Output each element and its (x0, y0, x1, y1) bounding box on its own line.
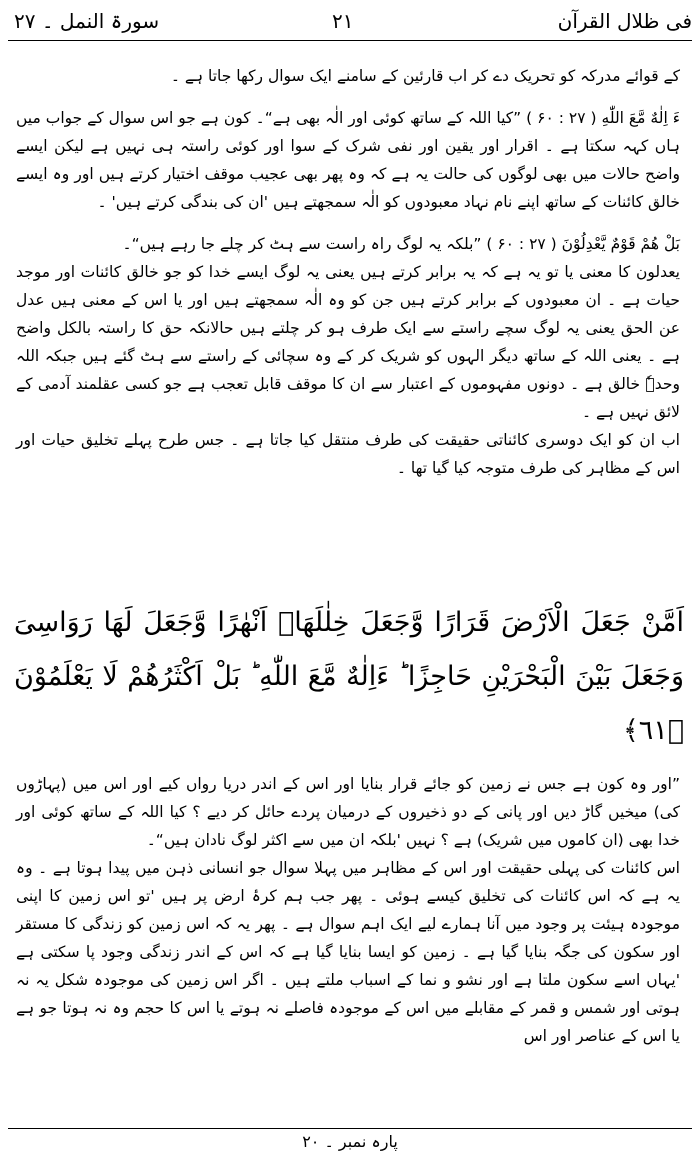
footer-divider (8, 1128, 692, 1129)
paragraph-yadilun-meaning: یعدلون کا معنی یا تو یہ ہے کہ یہ برابر کرتے ہیں یعنی یہ لوگ ایسے خدا کو جو خالق کائنات اور موجد حیات ہے ۔ ان معبودوں کے برابر کرتے ہیں جن کو وہ الٰہ سمجھتے ہیں اور یا اس کے معنی ہیں عدل عن الحق یعنی یہ لوگ سچے راستے سے ایک طرف ہو کر چلتے ہیں حالانکہ حق کا راستہ بالکل واضح ہے ۔ یعنی اللہ کے ساتھ دیگر الہوں کو شریک کر کے وہ سچائی کے راستے سے ہٹ گئے ہیں جبکہ اللہ وحدہٗ خالق ہے ۔ دونوں مفہوموں کے اعتبار سے ان کا موقف قابل تعجب ہے جو کسی عقلمند آدمی کے لائق نہیں ہے ۔ (16, 263, 680, 421)
commentary-section-1 (16, 62, 680, 482)
header-book-title: فی ظلال القرآن (557, 9, 692, 33)
paragraph-gap (16, 216, 680, 230)
paragraph-gap (16, 90, 680, 104)
footer-para-number: پارہ نمبر ۔ ۲۰ (302, 1132, 398, 1151)
paragraph-verse-translation: ”اور وہ کون ہے جس نے زمین کو جائے قرار بنایا اور اس کے اندر دریا رواں کیے اور اس میں (پہاڑوں کی) میخیں گاڑ دیں اور پانی کے دو ذخیروں کے درمیان پردے حائل کر دیے ؟ کیا اللہ کے ساتھ کوئی اور خدا بھی (ان کاموں میں شریک) ہے ؟ نہیں 'بلکہ ان میں سے اکثر لوگ نادان ہیں“۔ (16, 775, 680, 849)
header-divider (8, 40, 692, 41)
header-page-number: ۲۱ (332, 9, 354, 33)
paragraph-deviation-verse: بَلْ هُمْ قَوْمٌ يَّعْدِلُوْنَ ( ۲۷ : ۶۰ ) ”بلکہ یہ لوگ راہ راست سے ہٹ کر چلے جا رہے ہیں“۔ (122, 235, 680, 253)
paragraph-earth-creation: اس کائنات کی پہلی حقیقت اور اس کے مظاہر میں پہلا سوال جو انسانی ذہن میں پیدا ہوتا ہے ۔ وہ یہ ہے کہ اس کائنات کی تخلیق کیسے ہوئی ۔ پھر جب ہم کرۂ ارض پر ہیں 'تو اس زمین کا اپنی موجودہ ہیئت پر وجود میں آنا ہمارے لیے ایک اہم سوال ہے ۔ پھر یہ کہ اس زمین کو زندگی کا مستقر اور سکون کی جگہ بنایا گیا ہے ۔ زمین کو ایسا بنایا گیا ہے کہ اس کے اندر زندگی وجود پا سکتی ہے 'یہاں اسے سکون ملتا ہے اور نشو و نما کے اسباب ملتے ہیں ۔ اگر اس زمین کی موجودہ شکل یہ نہ ہوتی اور شمس و قمر کے مقابلے میں اس کے موجودہ فاصلے نہ ہوتے یا اس کا حجم وہ نہ ہوتا جو ہے یا اس کے عناصر اور اس (16, 859, 680, 1045)
quran-verse-block (14, 596, 684, 758)
paragraph-transition: اب ان کو ایک دوسری کائناتی حقیقت کی طرف منتقل کیا جاتا ہے ۔ جس طرح پہلے تخلیق حیات اور اس کے مظاہر کی طرف متوجہ کیا گیا تھا ۔ (16, 431, 680, 477)
quran-verse-text: اَمَّنْ جَعَلَ الْاَرْضَ قَرَارًا وَّجَعَلَ خِلٰلَهَاۤ اَنْهٰرًا وَّجَعَلَ لَهَا رَوَاسِیَ وَجَعَلَ بَیْنَ الْبَحْرَیْنِ حَاجِزًا ؕ ءَاِلٰهٌ مَّعَ اللّٰهِ ؕ بَلْ اَكْثَرُهُمْ لَا یَعْلَمُوْنَ ﴿٦١﴾ (14, 607, 684, 746)
paragraph-question-verse: ءَ اِلٰهٌ مَّعَ اللّٰهِ ( ۲۷ : ۶۰ ) ”کیا اللہ کے ساتھ کوئی اور الٰہ بھی ہے“۔ کون ہے جو اس سوال کے جواب میں ہاں کہہ سکتا ہے ۔ اقرار اور یقین اور نفی شرک کے سوا اور کوئی راستہ ہی نہیں ہے لیکن ایسے واضح حالات میں بھی لوگوں کی حالت یہ ہے کہ وہ پھر بھی عجیب موقف اختیار کرتے ہیں اور وہ ایسے خالق کائنات کے ساتھ اپنے نام نہاد معبودوں کو الٰہ سمجھتے ہیں 'ان کی بندگی کرتے ہیں' ۔ (16, 109, 680, 211)
header-surah-name: سورۃ النمل ۔ ۲۷ (14, 9, 160, 33)
paragraph-intro: کے قوائے مدرکہ کو تحریک دے کر اب قارئین کے سامنے ایک سوال رکھا جاتا ہے ۔ (170, 67, 680, 85)
commentary-section-2 (16, 770, 680, 1050)
